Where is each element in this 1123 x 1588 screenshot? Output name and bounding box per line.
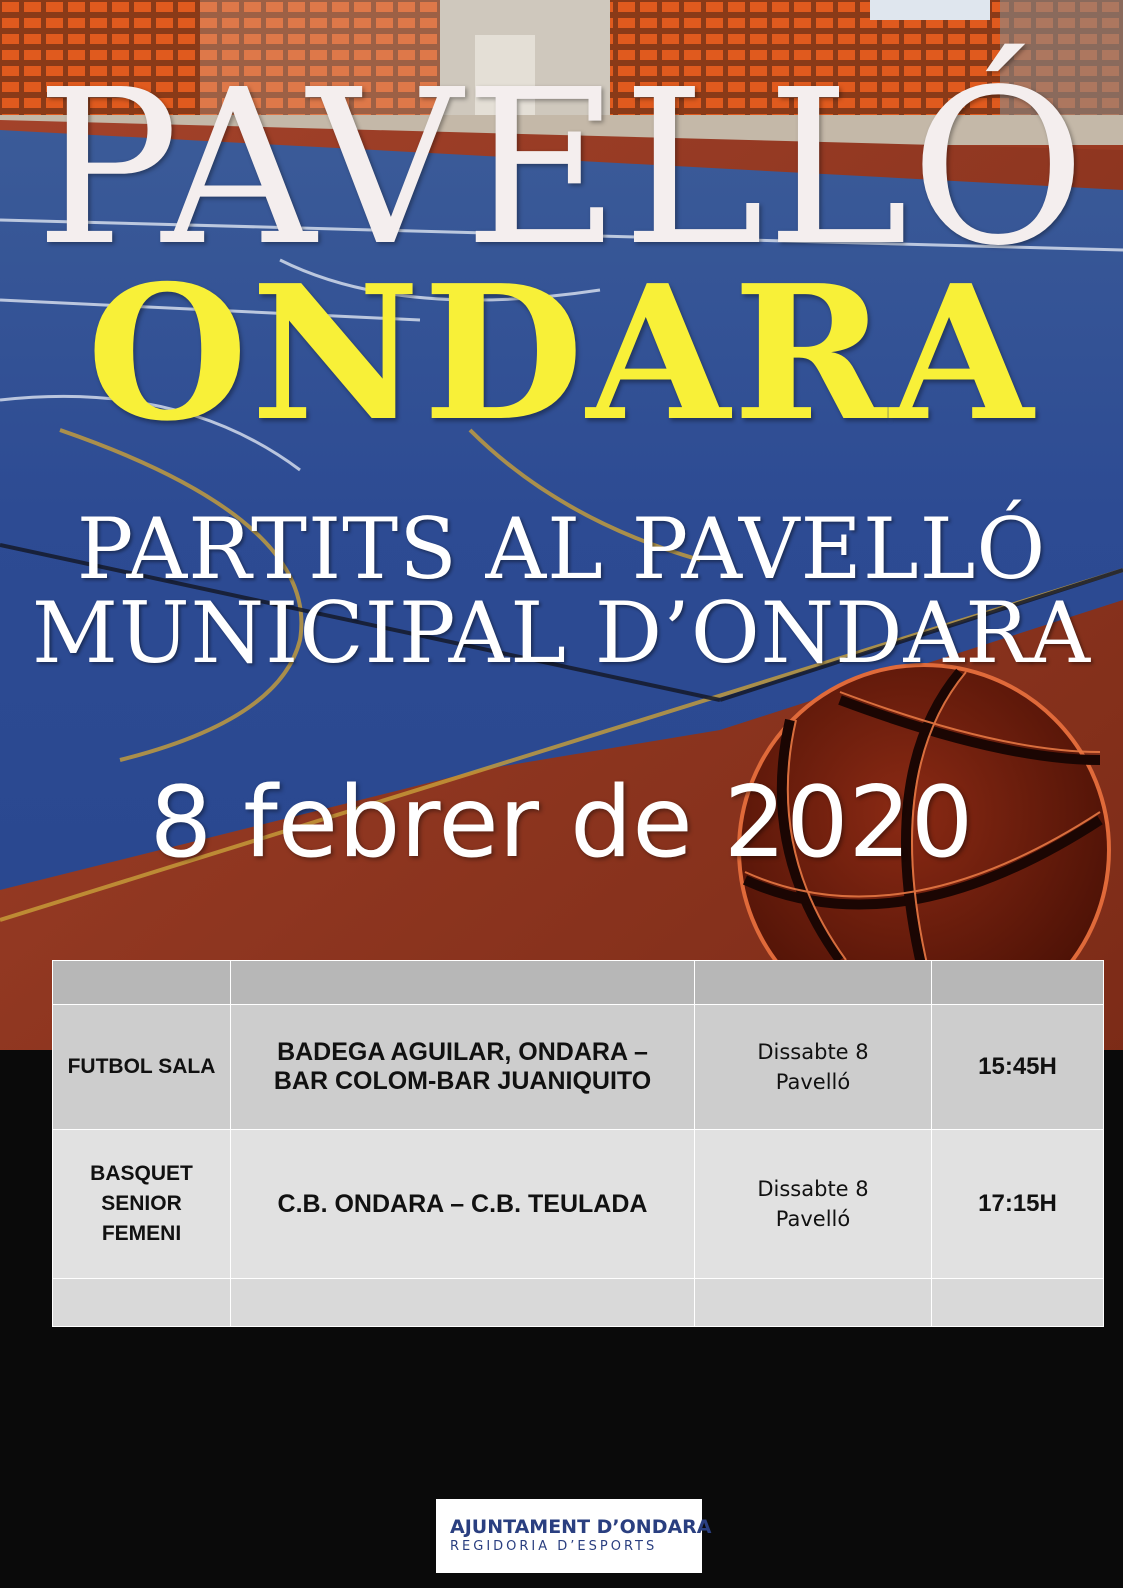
header-cell	[695, 961, 932, 1005]
day-text: Dissabte 8	[757, 1040, 869, 1064]
match-cell	[231, 1130, 695, 1279]
empty-cell	[53, 1279, 231, 1327]
time-cell: 15:45H	[932, 1005, 1104, 1130]
subtitle-line-1: PARTITS AL PAVELLÓ	[76, 500, 1047, 598]
sport-text: SENIOR	[101, 1192, 182, 1215]
subtitle-line-2: MUNICIPAL D’ONDARA	[31, 584, 1092, 682]
table-row	[53, 1130, 1104, 1279]
header-cell	[231, 961, 695, 1005]
event-date: 8 febrer de 2020	[149, 766, 974, 880]
match-text: BAR COLOM-BAR JUANIQUITO	[273, 1067, 652, 1095]
venue-text: Pavelló	[775, 1070, 851, 1094]
match-schedule-table	[52, 960, 1104, 1327]
match-cell	[231, 1005, 695, 1130]
ajuntament-logo	[436, 1499, 712, 1573]
match-text: C.B. ONDARA – C.B. TEULADA	[277, 1189, 648, 1218]
table-header-row	[53, 961, 1104, 1005]
title-line-pavello: PAVELLÓ	[35, 44, 1088, 293]
logo-text	[450, 1516, 712, 1556]
day-cell	[695, 1130, 932, 1279]
sport-text: BASQUET	[90, 1162, 193, 1185]
day-text: Dissabte 8	[757, 1177, 869, 1201]
empty-cell	[231, 1279, 695, 1327]
title-line-ondara: ONDARA	[86, 244, 1037, 462]
logo-name: AJUNTAMENT D’ONDARA	[450, 1516, 712, 1538]
empty-cell	[695, 1279, 932, 1327]
sport-text: FEMENI	[101, 1222, 182, 1245]
sport-text: FUTBOL SALA	[67, 1055, 216, 1078]
empty-cell	[932, 1279, 1104, 1327]
table-row-empty	[53, 1279, 1104, 1327]
logo-department: REGIDORIA D’ESPORTS	[450, 1539, 658, 1554]
match-text: BADEGA AGUILAR, ONDARA –	[277, 1038, 648, 1066]
table-row	[53, 1005, 1104, 1130]
day-cell	[695, 1005, 932, 1130]
header-cell	[932, 961, 1104, 1005]
sport-cell	[53, 1005, 231, 1130]
time-cell: 17:15H	[932, 1130, 1104, 1279]
header-cell	[53, 961, 231, 1005]
sport-cell	[53, 1130, 231, 1279]
venue-text: Pavelló	[775, 1207, 851, 1231]
